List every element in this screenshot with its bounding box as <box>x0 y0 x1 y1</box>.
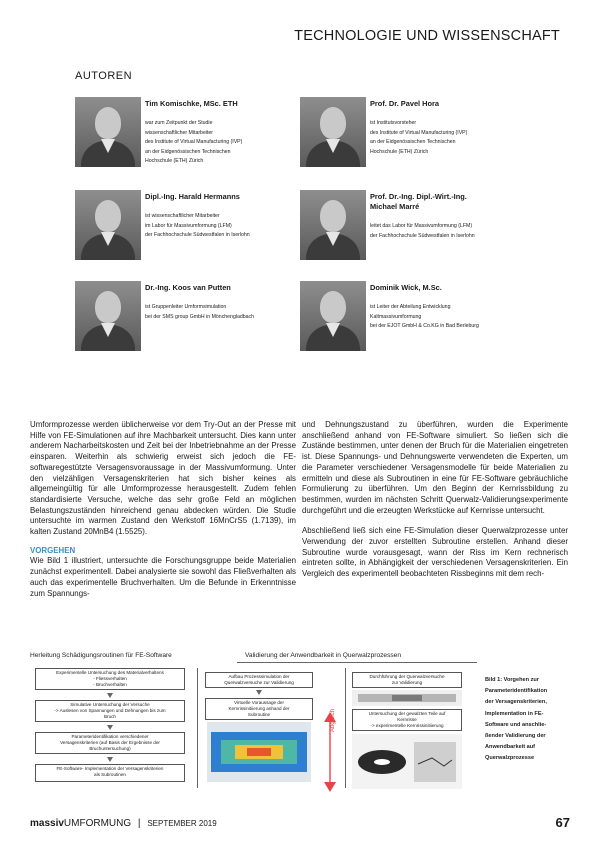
footer-issue: SEPTEMBER 2019 <box>147 819 217 828</box>
author-desc: war zum Zeitpunkt der Studie wissenschaftlicher Mitarbeiter des Institute of Virtual Manufacturing (IVP) an der Eidgenössischen Technischen Hochschule (ETH) Zürich <box>145 120 243 165</box>
author-desc: leitet das Labor für Massivumformung (LFM) der Fachhochschule Südwestfalen in Iserlohn <box>370 223 475 239</box>
author-card <box>75 281 335 361</box>
flow-box: Durchführung der Querwalzversuche zur Validierung <box>352 672 462 688</box>
flow-box: FE-Software- Implementation der Versagenskriterien als Subroutinen <box>35 764 185 782</box>
author-desc: ist wissenschaftlicher Mitarbeiter im Labor für Massivumformung (LFM) der Fachhochschule Südwestfalen in Iserlohn <box>145 213 250 239</box>
footer-brand: massivUMFORMUNG | SEPTEMBER 2019 <box>30 818 217 829</box>
author-name: Dr.-Ing. Koos van Putten <box>145 283 231 292</box>
flow-box: Untersuchung der gewalzten Teile auf Kernrisse -> experimentelle Kernrissinitiierung <box>352 709 462 731</box>
body-column-left <box>30 420 296 599</box>
author-card <box>300 281 560 361</box>
author-name: Prof. Dr.-Ing. Dipl.-Wirt.-Ing. Michael Marré <box>370 192 467 211</box>
subheading: VORGEHEN <box>30 545 76 555</box>
author-name: Prof. Dr. Pavel Hora <box>370 99 440 108</box>
author-photo <box>75 190 141 260</box>
author-photo <box>300 190 366 260</box>
body-column-right <box>302 420 568 580</box>
simulation-image <box>207 722 311 782</box>
figure-process-flow <box>27 652 477 815</box>
authors-heading: AUTOREN <box>75 70 133 82</box>
paragraph: und Dehnungszustand zu überführen, wurden die Experimente anschließend anhand von FE-Software simuliert. So ließen sich die Zustände bestimmen, unter denen der Bruch für die Materialien eingetreten ist. Diese Spannungs- und Dehnungswerte verwendeten die Experten, um die Parameter verschiedener Versagensmodelle für beide Materialien zu ermitteln und diese als Subroutinen in eine für FE-Software gebräuchliche Formulierung zu überführen. Um den Beginn der Kernrissbildung zu bestimmen, wurden im nächsten Schritt Querwalz-Validierungsexperimente durchgeführt und die erzeugten Werkstücke auf Kernrisse untersucht. <box>302 420 568 515</box>
paragraph: Abschließend ließ sich eine FE-Simulation dieser Querwalzprozesse unter Verwendung der zuvor erstellten Subroutine erstellen. Anhand dieser Subroutine wurde vorausgesagt, wann der Riss im Kern rechnerisch eintreten sollte, in Abhängigkeit der verschiedenen Versagenskriterien. Ein Vergleich des experimentell beobachteten Rissbeginns mit dem rech- <box>302 526 568 579</box>
page-number: 67 <box>555 815 570 830</box>
author-photo <box>300 281 366 351</box>
flow-box: Simulative Untersuchung der Versuche -> Auslesen von Spannungen und Dehnungen bis zum Bruch <box>35 700 185 722</box>
author-card <box>75 97 335 177</box>
paragraph: Wie Bild 1 illustriert, untersuchte die Forschungsgruppe beide Materialien zunächst experimentell. Dabei analysierte sie sowohl das Fließverhalten als auch das experimentelle Bruchverhalten. Um die Befunde in Erkenntnisse zum Spannungs- <box>30 556 296 598</box>
compare-label: Abgleich <box>330 708 336 732</box>
rolling-image <box>352 690 462 706</box>
author-photo <box>300 97 366 167</box>
author-desc: ist Leiter der Abteilung Entwicklung Kaltmassivumformung bei der EJOT GmbH & Co.KG in Bad Berleburg <box>370 304 479 330</box>
author-card <box>300 97 560 177</box>
figure-left-title: Herleitung Schädigungsroutinen für FE-Software <box>30 652 172 659</box>
author-card <box>75 190 335 270</box>
author-name: Dominik Wick, M.Sc. <box>370 283 442 292</box>
flow-box: Experimentelle Untersuchung des Materialverhaltens - Fliessverhalten - Bruchverhalten <box>35 668 185 690</box>
author-desc: ist Institutsvorsteher des Institute of Virtual Manufacturing (IVP) an der Eidgenössischen Technischen Hochschule (ETH) Zürich <box>370 120 468 155</box>
author-name: Dipl.-Ing. Harald Hermanns <box>145 192 240 201</box>
crack-image <box>352 734 462 789</box>
author-desc: ist Gruppenleiter Umformsimulation bei der SMS group GmbH in Mönchengladbach <box>145 304 254 320</box>
paragraph: Umformprozesse werden üblicherweise vor dem Try-Out an der Presse mit Hilfe von FE-Simulationen auf ihre Machbarkeit untersucht. Dies kann unter anderem Nacharbeitskosten und Zeit bei der Inbetriebnahme an der Presse einsparen. Weiterhin als schwierig erweist sich jedoch die FE-softwaregestützte Versagensvoraussage in der Massivumformung. Unter den vielzähligen Versagenskriterien hat sich bisher keines als allgemeingültig für alle Umformprozesse herausgestellt. Zudem fehlen standardisierte Versuche, welche das sehr große Feld an möglichen Belastungszuständen hinreichend genau abdecken würden. Die Studie untersuchte im warmen Zustand den Werkstoff 16MnCrS5 (1.7139), im kalten Zustand 20MnB4 (1.5525). <box>30 420 296 537</box>
author-photo <box>75 97 141 167</box>
flow-box: Aufbau Prozesssimulation der Querwalzversuche zur Validierung <box>205 672 313 688</box>
flow-box: Virtuelle Voraussage der Kernrissinitiierung anhand der Subroutine <box>205 698 313 720</box>
figure-right-title: Validierung der Anwendbarkeit in Querwalzprozessen <box>245 652 402 659</box>
figure-caption: Bild 1: Vorgehen zur Parameteridentifikation der Versagenskriterien, Implementation in FE- Software und anschlie- ßender Validierung der Anwendbarkeit auf Querwalzprozesse <box>485 677 548 762</box>
author-card <box>300 190 560 270</box>
flow-box: Parameteridentifikation verschiedener Versagenskriterien (auf Basis der Ergebnisse der Bruchuntersuchung) <box>35 732 185 754</box>
section-title: TECHNOLOGIE UND WISSENSCHAFT <box>294 28 560 44</box>
author-photo <box>75 281 141 351</box>
author-name: Tim Komischke, MSc. ETH <box>145 99 238 108</box>
